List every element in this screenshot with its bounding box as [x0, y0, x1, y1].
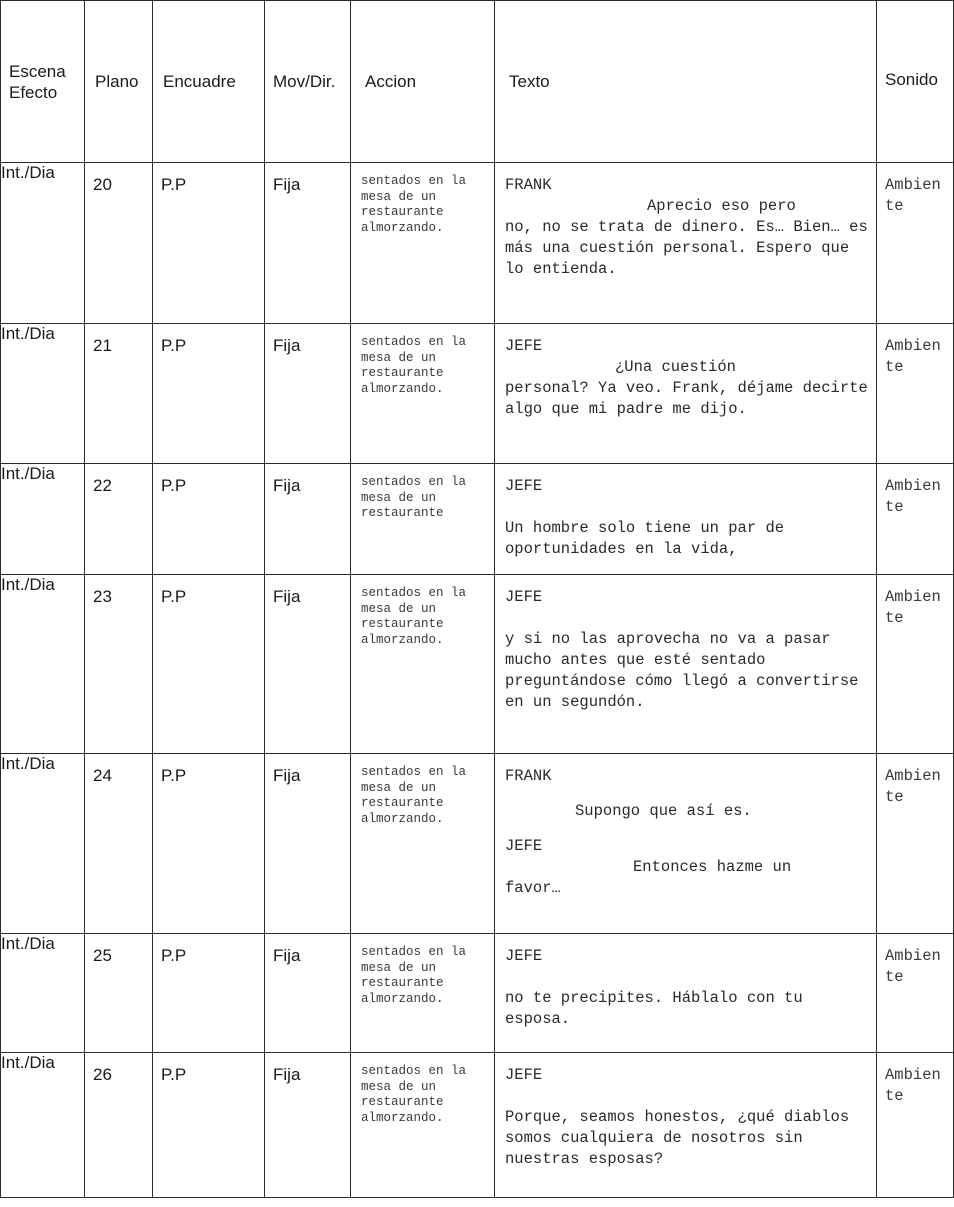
mov-cell: Fija	[265, 324, 351, 464]
header-row	[1, 1, 954, 163]
accion-cell: sentados en la mesa de un restaurante almorzando.	[351, 934, 495, 1053]
dialogue-lead: Supongo que así es.	[575, 802, 752, 820]
plano-cell: 23	[85, 575, 153, 754]
sonido-cell: Ambiente	[877, 464, 954, 575]
scene-cell: Int./Dia	[1, 163, 85, 324]
dialogue-text: Porque, seamos honestos, ¿qué diablos somos cualquiera de nosotros sin nuestras esposas?	[505, 1108, 850, 1168]
dialogue-text: no, no se trata de dinero. Es… Bien… es más una cuestión personal. Espero que lo entienda.	[505, 218, 868, 278]
dialogue-text-2: favor…	[505, 879, 561, 897]
accion-cell: sentados en la mesa de un restaurante almorzando.	[351, 324, 495, 464]
sonido-cell: Ambiente	[877, 324, 954, 464]
mov-cell: Fija	[265, 464, 351, 575]
texto-cell	[495, 1053, 877, 1198]
plano-cell: 24	[85, 754, 153, 934]
speaker-name: JEFE	[505, 947, 543, 965]
sonido-cell: Ambiente	[877, 163, 954, 324]
texto-cell	[495, 934, 877, 1053]
mov-cell: Fija	[265, 1053, 351, 1198]
encuadre-cell: P.P	[153, 163, 265, 324]
dialogue-lead-2: Entonces hazme un	[633, 858, 792, 876]
table-row	[1, 324, 954, 464]
encuadre-cell: P.P	[153, 575, 265, 754]
table-row	[1, 163, 954, 324]
speaker-name: JEFE	[505, 477, 543, 495]
dialogue-text: Un hombre solo tiene un par de oportunidades en la vida,	[505, 519, 785, 558]
encuadre-cell: P.P	[153, 324, 265, 464]
dialogue-text: personal? Ya veo. Frank, déjame decirte algo que mi padre me dijo.	[505, 379, 868, 418]
scene-cell: Int./Dia	[1, 1053, 85, 1198]
texto-cell	[495, 575, 877, 754]
encuadre-cell: P.P	[153, 934, 265, 1053]
table-row	[1, 934, 954, 1053]
table-row	[1, 575, 954, 754]
accion-cell: sentados en la mesa de un restaurante	[351, 464, 495, 575]
header-encuadre: Encuadre	[153, 1, 265, 163]
speaker-name: FRANK	[505, 176, 552, 194]
accion-cell: sentados en la mesa de un restaurante almorzando.	[351, 754, 495, 934]
scene-cell: Int./Dia	[1, 464, 85, 575]
plano-cell: 21	[85, 324, 153, 464]
scene-cell: Int./Dia	[1, 934, 85, 1053]
sonido-cell: Ambiente	[877, 934, 954, 1053]
sonido-cell: Ambiente	[877, 575, 954, 754]
speaker-name: JEFE	[505, 588, 543, 606]
header-sonido: Sonido	[877, 1, 954, 163]
texto-cell	[495, 324, 877, 464]
encuadre-cell: P.P	[153, 464, 265, 575]
dialogue-lead: ¿Una cuestión	[615, 358, 736, 376]
header-plano: Plano	[85, 1, 153, 163]
texto-cell	[495, 464, 877, 575]
header-escena: Escena Efecto	[1, 1, 85, 163]
plano-cell: 22	[85, 464, 153, 575]
speaker-name: JEFE	[505, 1066, 543, 1084]
plano-cell: 25	[85, 934, 153, 1053]
table-row	[1, 464, 954, 575]
header-texto: Texto	[495, 1, 877, 163]
table-row	[1, 754, 954, 934]
header-mov: Mov/Dir.	[265, 1, 351, 163]
encuadre-cell: P.P	[153, 754, 265, 934]
dialogue-text: no te precipites. Háblalo con tu esposa.	[505, 989, 803, 1028]
accion-cell: sentados en la mesa de un restaurante almorzando.	[351, 575, 495, 754]
encuadre-cell: P.P	[153, 1053, 265, 1198]
plano-cell: 26	[85, 1053, 153, 1198]
table-row	[1, 1053, 954, 1198]
texto-cell	[495, 163, 877, 324]
texto-cell	[495, 754, 877, 934]
speaker-name: JEFE	[505, 337, 543, 355]
accion-cell: sentados en la mesa de un restaurante almorzando.	[351, 1053, 495, 1198]
dialogue-lead: Aprecio eso pero	[647, 197, 796, 215]
sonido-cell: Ambiente	[877, 1053, 954, 1198]
scene-cell: Int./Dia	[1, 754, 85, 934]
mov-cell: Fija	[265, 163, 351, 324]
dialogue-text: y si no las aprovecha no va a pasar mucho antes que esté sentado preguntándose cómo llegó a convertirse en un segundón.	[505, 630, 859, 711]
sonido-cell: Ambiente	[877, 754, 954, 934]
accion-cell: sentados en la mesa de un restaurante almorzando.	[351, 163, 495, 324]
header-accion: Accion	[351, 1, 495, 163]
mov-cell: Fija	[265, 575, 351, 754]
scene-cell: Int./Dia	[1, 324, 85, 464]
mov-cell: Fija	[265, 754, 351, 934]
plano-cell: 20	[85, 163, 153, 324]
speaker-name-2: JEFE	[505, 837, 543, 855]
scene-cell: Int./Dia	[1, 575, 85, 754]
mov-cell: Fija	[265, 934, 351, 1053]
speaker-name: FRANK	[505, 767, 552, 785]
